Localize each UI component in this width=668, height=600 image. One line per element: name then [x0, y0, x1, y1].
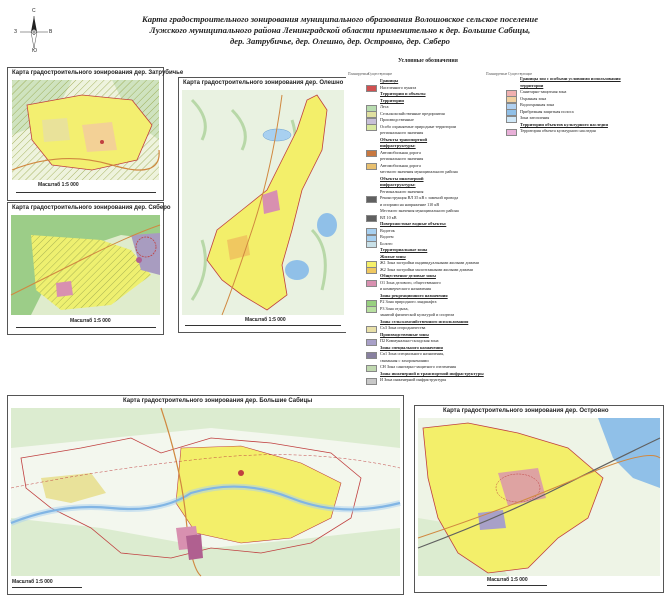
legend-item: П2 Коммунально-складская зона: [380, 338, 439, 343]
legend-item: Сельскохозяйственные предприятия: [380, 110, 445, 116]
legend-heading: инфраструктуры:: [380, 182, 416, 187]
compass-w: З: [14, 29, 18, 35]
map-panel-oleshno[interactable]: [178, 77, 348, 333]
scale-label: Масштаб 1:5 000: [245, 317, 286, 323]
legend-item: Ж2 Зона застройки малоэтажными жилыми домами: [380, 266, 473, 272]
legend-heading: Зоны инженерной и транспортной инфраструктуры: [380, 370, 484, 376]
legend-item: Зона затопления: [520, 115, 550, 120]
legend-heading: Жилые зоны: [380, 253, 406, 259]
legend-swatch: [506, 129, 517, 136]
scale-bar: [16, 327, 156, 332]
legend-col-planned-r: Планируемые: [486, 72, 508, 76]
legend-swatch: [366, 365, 377, 372]
legend-item: Охранная зона: [520, 95, 547, 101]
legend-item: Автомобильная дорога: [380, 149, 421, 155]
legend-swatch: [366, 196, 377, 203]
panel-title: Карта градостроительного зонирования дер. Сяберо: [12, 205, 171, 211]
compass-rose-icon: [14, 10, 54, 54]
legend-heading: Границы: [380, 78, 399, 83]
legend-item: О1 Зона делового, общественного: [380, 279, 441, 285]
map-oleshno[interactable]: [182, 90, 344, 315]
legend-item: и коммерческого назначения: [380, 286, 431, 291]
legend-item: занятий физической культурой и спортом: [380, 312, 455, 317]
legend-item: Местного значения муниципального района: [380, 208, 459, 213]
legend-heading: Территории объектов культурного наследия: [520, 121, 608, 127]
legend-title: Условные обозначения: [398, 58, 458, 64]
legend-col-existing-r: Существующие: [508, 72, 533, 76]
scale-bar: [487, 585, 547, 590]
legend-item: Сх3 Зона огородничества: [380, 325, 426, 330]
legend-heading: Территории и объекты: [380, 91, 426, 96]
legend-item: регионального значения: [380, 130, 424, 135]
legend-item: Прибрежная защитная полоса: [520, 108, 574, 114]
compass-s: Ю: [32, 48, 38, 54]
legend-item: Водоток: [380, 227, 395, 233]
scale-label: Масштаб 1:5 000: [70, 318, 111, 324]
legend-swatch: [366, 267, 377, 274]
panel-title: Карта градостроительного зонирования дер. Большие Сабицы: [123, 398, 313, 404]
legend-item: связанная с захоронениями: [380, 357, 429, 363]
legend-swatch: [366, 326, 377, 333]
legend-item: Р3 Зона отдыха,: [380, 305, 409, 311]
legend-item: Реконструкция ВЛ 35 кВ с заменой провода: [380, 195, 459, 200]
legend-swatch: [366, 378, 377, 385]
legend-heading: Общественно-деловые зоны: [380, 273, 436, 278]
legend-swatch: [366, 85, 377, 92]
legend-item: Сп1 Зона специального назначения,: [380, 351, 445, 356]
legend-swatch: [366, 241, 377, 248]
legend-heading: инфраструктуры:: [380, 143, 416, 148]
legend-swatch: [366, 306, 377, 313]
legend-heading: Объекты транспортной: [380, 136, 428, 142]
title-line-2: Лужского муниципального района Ленинградской области применительно к дер. Большие Сабицы,: [149, 25, 531, 35]
map-bolshie-sabitsy[interactable]: [11, 408, 400, 576]
legend-swatch: [366, 339, 377, 346]
legend-col-planned: Планируемые: [348, 72, 370, 76]
legend-swatch: [506, 116, 517, 123]
legend-item: Р2 Зона природного ландшафта: [380, 299, 437, 304]
legend-item: Леса: [380, 104, 389, 109]
legend-right-column: [486, 76, 662, 156]
legend-heading: Зоны рекреационного назначения: [380, 292, 448, 298]
legend-item: Водоем: [380, 234, 394, 239]
scale-bar: [185, 325, 341, 330]
compass-e: В: [49, 29, 53, 35]
legend-item: СН Зона санитарно-защитного озеленения: [380, 364, 456, 369]
legend-item: Населенного пункта: [380, 84, 417, 90]
legend-item: местного значения муниципального района: [380, 169, 458, 174]
scale-bar: [16, 192, 156, 197]
legend-item: Санитарно-защитная зона: [520, 89, 567, 94]
legend-item: ВЛ 10 кВ: [380, 214, 397, 220]
legend-heading: Территориальные зоны: [380, 247, 428, 252]
legend-left-column: [346, 78, 486, 394]
legend-heading: Зоны специального назначения: [380, 344, 443, 350]
legend-swatch: [366, 215, 377, 222]
legend-item: Автомобильная дорога: [380, 162, 421, 168]
legend-swatch: [366, 163, 377, 170]
legend-heading: Зоны сельскохозяйственного использования: [380, 318, 469, 324]
legend-heading: Территории: [380, 97, 404, 103]
scale-label: Масштаб 1:5 000: [487, 577, 528, 583]
legend-item: Особо охраняемые природные территории: [380, 123, 456, 129]
scale-bar: [12, 587, 82, 592]
scale-label: Масштаб 1:5 000: [38, 182, 79, 188]
compass-n: С: [32, 8, 36, 14]
legend-heading: территории: [520, 82, 544, 88]
legend-item: Производственные: [380, 117, 414, 122]
legend-swatch: [366, 150, 377, 157]
map-panel-zatrubichye[interactable]: [7, 67, 184, 201]
map-panel-bolshie-sabitsy[interactable]: [7, 395, 404, 595]
legend-item: И Зона инженерной инфраструктуры: [380, 377, 447, 382]
panel-title: Карта градостроительного зонирования дер. Олешно: [183, 80, 344, 86]
legend-heading: Производственные зоны: [380, 331, 429, 337]
panel-title: Карта градостроительного зонирования дер. Затрубичье: [12, 70, 184, 76]
map-ostrovno[interactable]: [418, 418, 660, 576]
legend-swatch: [366, 352, 377, 359]
legend-heading: Объекты инженерной: [380, 175, 424, 181]
legend-heading: Границы зон с особыми условиями использования: [520, 76, 621, 81]
title-line-1: Карта градостроительного зонирования муниципального образования Волошовское сельское поселение: [141, 14, 539, 24]
legend-item: регионального значения: [380, 156, 424, 161]
scale-label: Масштаб 1:5 000: [12, 579, 53, 585]
legend-swatch: [366, 124, 377, 131]
legend-item: Ж1 Зона застройки индивидуальными жилыми домами: [380, 260, 479, 265]
legend-item: Болото: [380, 240, 393, 246]
title-line-3: дер. Затрубичье, дер. Олешно, дер. Островно, дер. Сяберо: [230, 36, 450, 46]
map-panel-syabero[interactable]: [7, 202, 171, 335]
map-syabero[interactable]: [11, 215, 160, 315]
legend-item: Регионального значения: [380, 188, 424, 194]
page-title: [70, 14, 610, 47]
legend-item: Территория объекта культурного наследия: [520, 128, 596, 133]
legend: [346, 58, 662, 394]
panel-title: Карта градостроительного зонирования дер. Островно: [443, 408, 609, 414]
legend-item: Водоохранная зона: [520, 102, 555, 107]
legend-heading: Поверхностные водные объекты:: [380, 221, 447, 226]
map-zatrubichye[interactable]: [12, 80, 159, 180]
legend-swatch: [366, 280, 377, 287]
legend-col-existing: Существующие: [368, 72, 393, 76]
legend-item: и опорами на напряжение 110 кВ: [380, 201, 440, 207]
map-panel-ostrovno[interactable]: [414, 405, 664, 593]
